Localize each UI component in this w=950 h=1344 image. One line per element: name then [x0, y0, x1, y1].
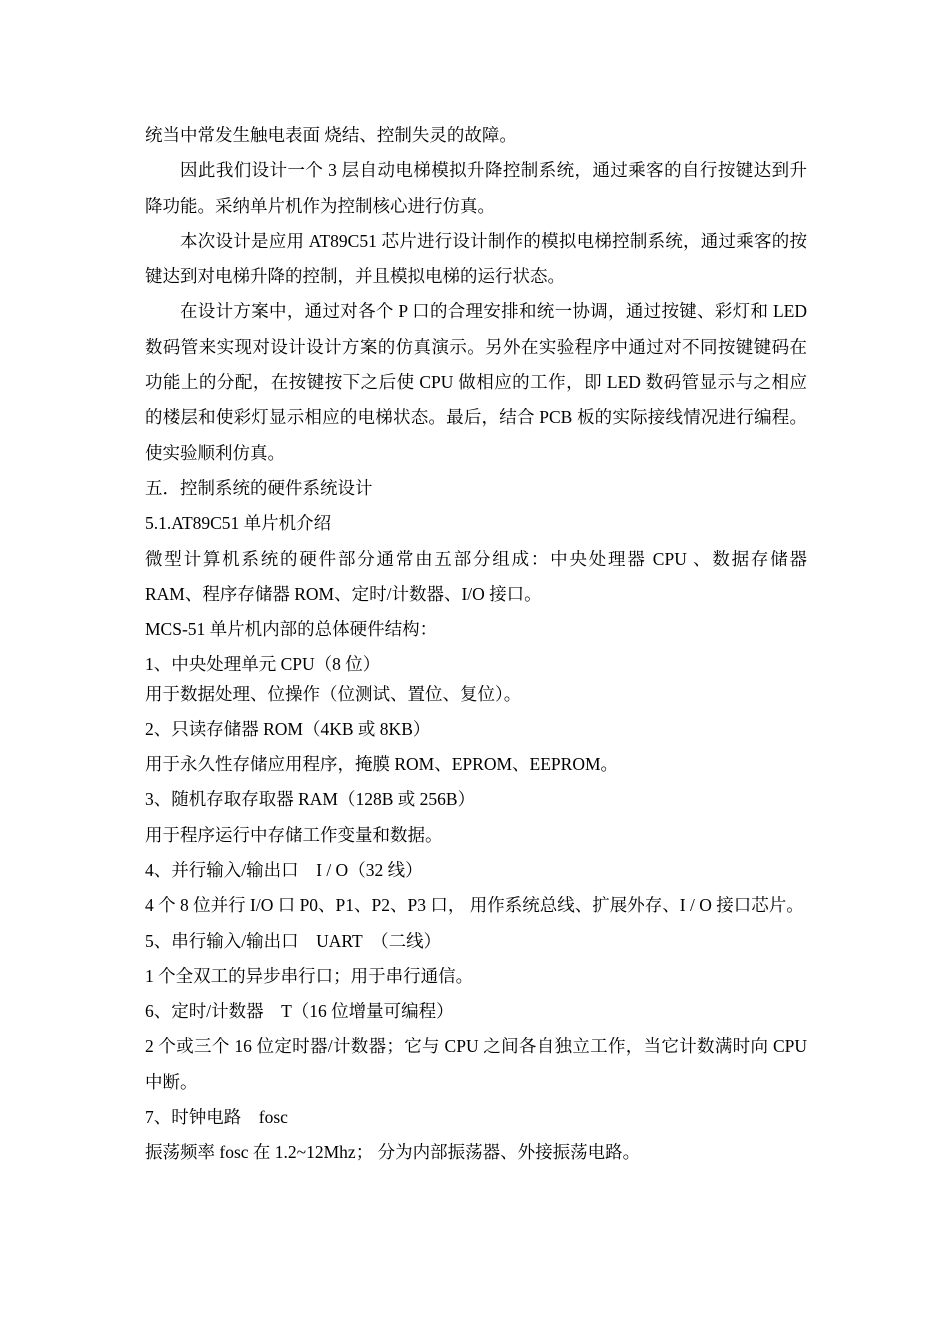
list-item-cpu: 1、中央处理单元 CPU（8 位）: [145, 654, 381, 675]
list-item-rom: 2、只读存储器 ROM（4KB 或 8KB）: [145, 718, 431, 739]
list-item-cpu-desc: 用于数据处理、位操作（位测试、置位、复位）。: [145, 683, 522, 704]
list-item-clock-desc: 振荡频率 fosc 在 1.2~12Mhz； 分为内部振荡器、外接振荡电路。: [145, 1142, 641, 1163]
list-item-ram: 3、随机存取存取器 RAM（128B 或 256B）: [145, 789, 476, 810]
paragraph-mcs51-structure: MCS-51 单片机内部的总体硬件结构：: [145, 619, 438, 640]
paragraph-design-intro: 因此我们设计一个 3 层自动电梯模拟升降控制系统，通过乘客的自行按键达到升降功能。采纳单片机作为控制核心进行仿真。: [145, 160, 807, 216]
list-item-uart: 5、串行输入/输出口 UART （二线）: [145, 930, 442, 951]
list-item-io-desc: 4 个 8 位并行 I/O 口 P0、P1、P2、P3 口， 用作系统总线、扩展外存、I / O 接口芯片。: [145, 895, 804, 916]
list-item-rom-desc: 用于永久性存储应用程序，掩膜 ROM、EPROM、EEPROM。: [145, 754, 619, 775]
paragraph-continuation: 统当中常发生触电表面 烧结、控制失灵的故障。: [145, 125, 517, 145]
list-item-ram-desc: 用于程序运行中存储工作变量和数据。: [145, 824, 443, 845]
list-item-timer: 6、定时/计数器 T（16 位增量可编程）: [145, 1001, 454, 1022]
section-heading-hardware: 五．控制系统的硬件系统设计: [145, 477, 373, 498]
document-body: [145, 118, 807, 1171]
subsection-heading-at89c51: 5.1.AT89C51 单片机介绍: [145, 513, 332, 534]
list-item-uart-desc: 1 个全双工的异步串行口；用于串行通信。: [145, 965, 474, 986]
list-item-clock: 7、时钟电路 fosc: [145, 1107, 288, 1128]
paragraph-design-scheme: 在设计方案中，通过对各个 P 口的合理安排和统一协调，通过按键、彩灯和 LED 数码管来实现对设计设计方案的仿真演示。另外在实验程序中通过对不同按键键码在功能上的分配，在按键按下之后使 CPU 做相应的工作，即 LED 数码管显示与之相应的楼层和使彩灯显示相应的电梯状态。最后，结合 PCB 板的实际接线情况进行编程。使实验顺利仿真。: [145, 301, 807, 463]
paragraph-at89c51-design: 本次设计是应用 AT89C51 芯片进行设计制作的模拟电梯控制系统，通过乘客的按键达到对电梯升降的控制，并且模拟电梯的运行状态。: [145, 230, 807, 287]
paragraph-hardware-components: 微型计算机系统的硬件部分通常由五部分组成：中央处理器 CPU 、数据存储器 RAM、程序存储器 ROM、定时/计数器、I/O 接口。: [145, 548, 807, 604]
list-item-io: 4、并行输入/输出口 I / O（32 线）: [145, 859, 423, 880]
list-item-timer-desc: 2 个或三个 16 位定时器/计数器；它与 CPU 之间各自独立工作，当它计数满时向 CPU 中断。: [145, 1036, 807, 1092]
